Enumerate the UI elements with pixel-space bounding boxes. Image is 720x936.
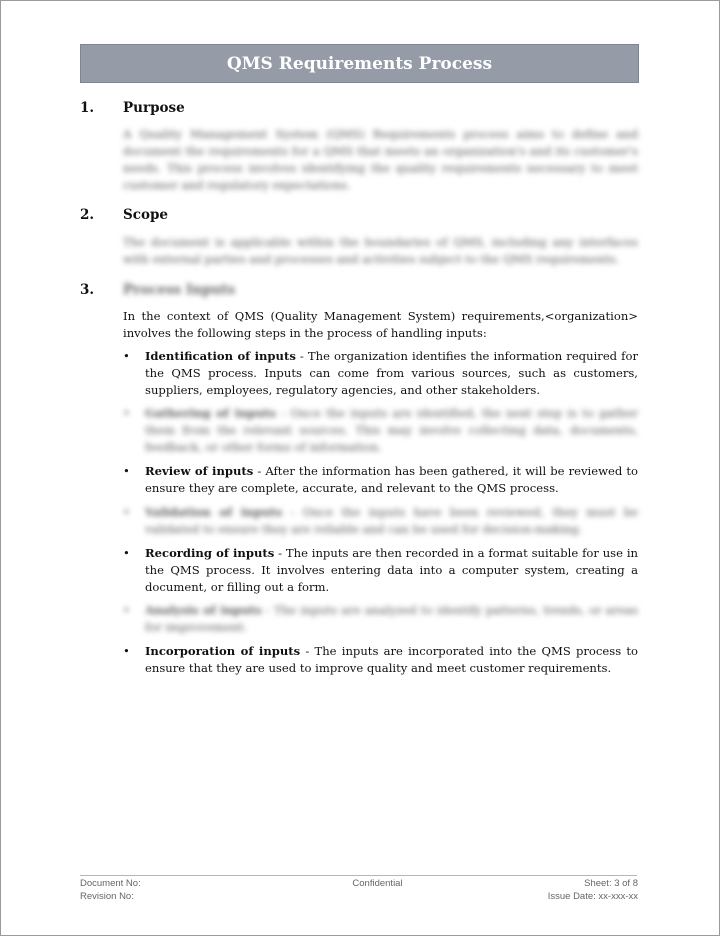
list-item-description: - Once the inputs have been reviewed, they must be validated to ensure they are reliable and can be used for decision-making.	[145, 505, 638, 536]
list-item-term: Incorporation of inputs	[145, 644, 301, 658]
scope-paragraph: The document is applicable within the boundaries of QMS, including any interfaces with external parties and processes and activities subject to the QMS requirements.	[123, 235, 638, 266]
section-title: Process Inputs	[123, 282, 236, 298]
list-item-text	[145, 643, 638, 677]
section-number: 1.	[80, 100, 95, 116]
purpose-paragraph: A Quality Management System (QMS) Requirements process aims to define and document the requirements for a QMS that meets an organization's and its customer's needs. This process involves identifying the quality requirements necessary to meet customer and regulatory expectations.	[123, 127, 638, 192]
list-item-description: - The inputs are analyzed to identify patterns, trends, or areas for improvement.	[145, 603, 638, 634]
bullet-icon: •	[123, 406, 130, 420]
document-title-bar	[80, 44, 639, 83]
list-item-term: Review of inputs	[145, 464, 254, 478]
section-heading-process-inputs	[80, 282, 640, 302]
list-item-term: Identification of inputs	[145, 349, 296, 363]
section-heading-scope	[80, 207, 640, 227]
list-item-text	[145, 602, 638, 636]
footer-confidential: Confidential	[352, 878, 403, 889]
list-item-description: - The inputs are incorporated into the QMS process to ensure that they are used to improve quality and meet customer requirements.	[145, 644, 638, 675]
process-inputs-intro: In the context of QMS (Quality Management System) requirements,<organization> involves the following steps in the process of handling inputs:	[123, 309, 638, 340]
footer-revision-no: Revision No:	[80, 891, 134, 902]
list-item-description: - After the information has been gathered, it will be reviewed to ensure they are complete, accurate, and relevant to the QMS process.	[145, 464, 638, 495]
section-title: Purpose	[123, 100, 185, 116]
list-item-text	[145, 545, 638, 596]
bullet-icon: •	[123, 505, 130, 519]
list-item-term: Validation of inputs	[145, 505, 283, 519]
section-number: 3.	[80, 282, 95, 298]
bullet-icon: •	[123, 644, 130, 658]
list-item-description: - The inputs are then recorded in a format suitable for use in the QMS process. It involves entering data into a computer system, creating a document, or filling out a form.	[145, 546, 638, 594]
footer-divider	[80, 875, 637, 876]
list-item-description: - Once the inputs are identified, the next step is to gather them from the relevant sources. This may involve collecting data, documents, feedback, or other forms of information.	[145, 406, 639, 454]
bullet-icon: •	[123, 349, 130, 363]
footer-document-no: Document No:	[80, 878, 141, 889]
bullet-icon: •	[123, 603, 130, 617]
list-item-text	[145, 504, 638, 538]
list-item-term: Gathering of inputs	[145, 406, 276, 420]
bullet-icon: •	[123, 546, 130, 560]
list-item-term: Recording of inputs	[145, 546, 275, 560]
section-number: 2.	[80, 207, 95, 223]
section-title: Scope	[123, 207, 169, 223]
document-title: QMS Requirements Process	[226, 53, 493, 74]
list-item-term: Analysis of inputs	[145, 603, 262, 617]
footer-sheet: Sheet: 3 of 8	[584, 878, 638, 889]
list-item-text	[145, 463, 638, 497]
list-item-text	[145, 405, 638, 456]
footer-issue-date: Issue Date: xx-xxx-xx	[547, 891, 638, 902]
list-item-description: - The organization identifies the information required for the QMS process. Inputs can come from various sources, such as customers, suppliers, employees, regulatory agencies, and other stakeholders.	[145, 349, 638, 397]
list-item-text	[145, 348, 638, 399]
bullet-icon: •	[123, 464, 130, 478]
section-heading-purpose	[80, 100, 640, 120]
